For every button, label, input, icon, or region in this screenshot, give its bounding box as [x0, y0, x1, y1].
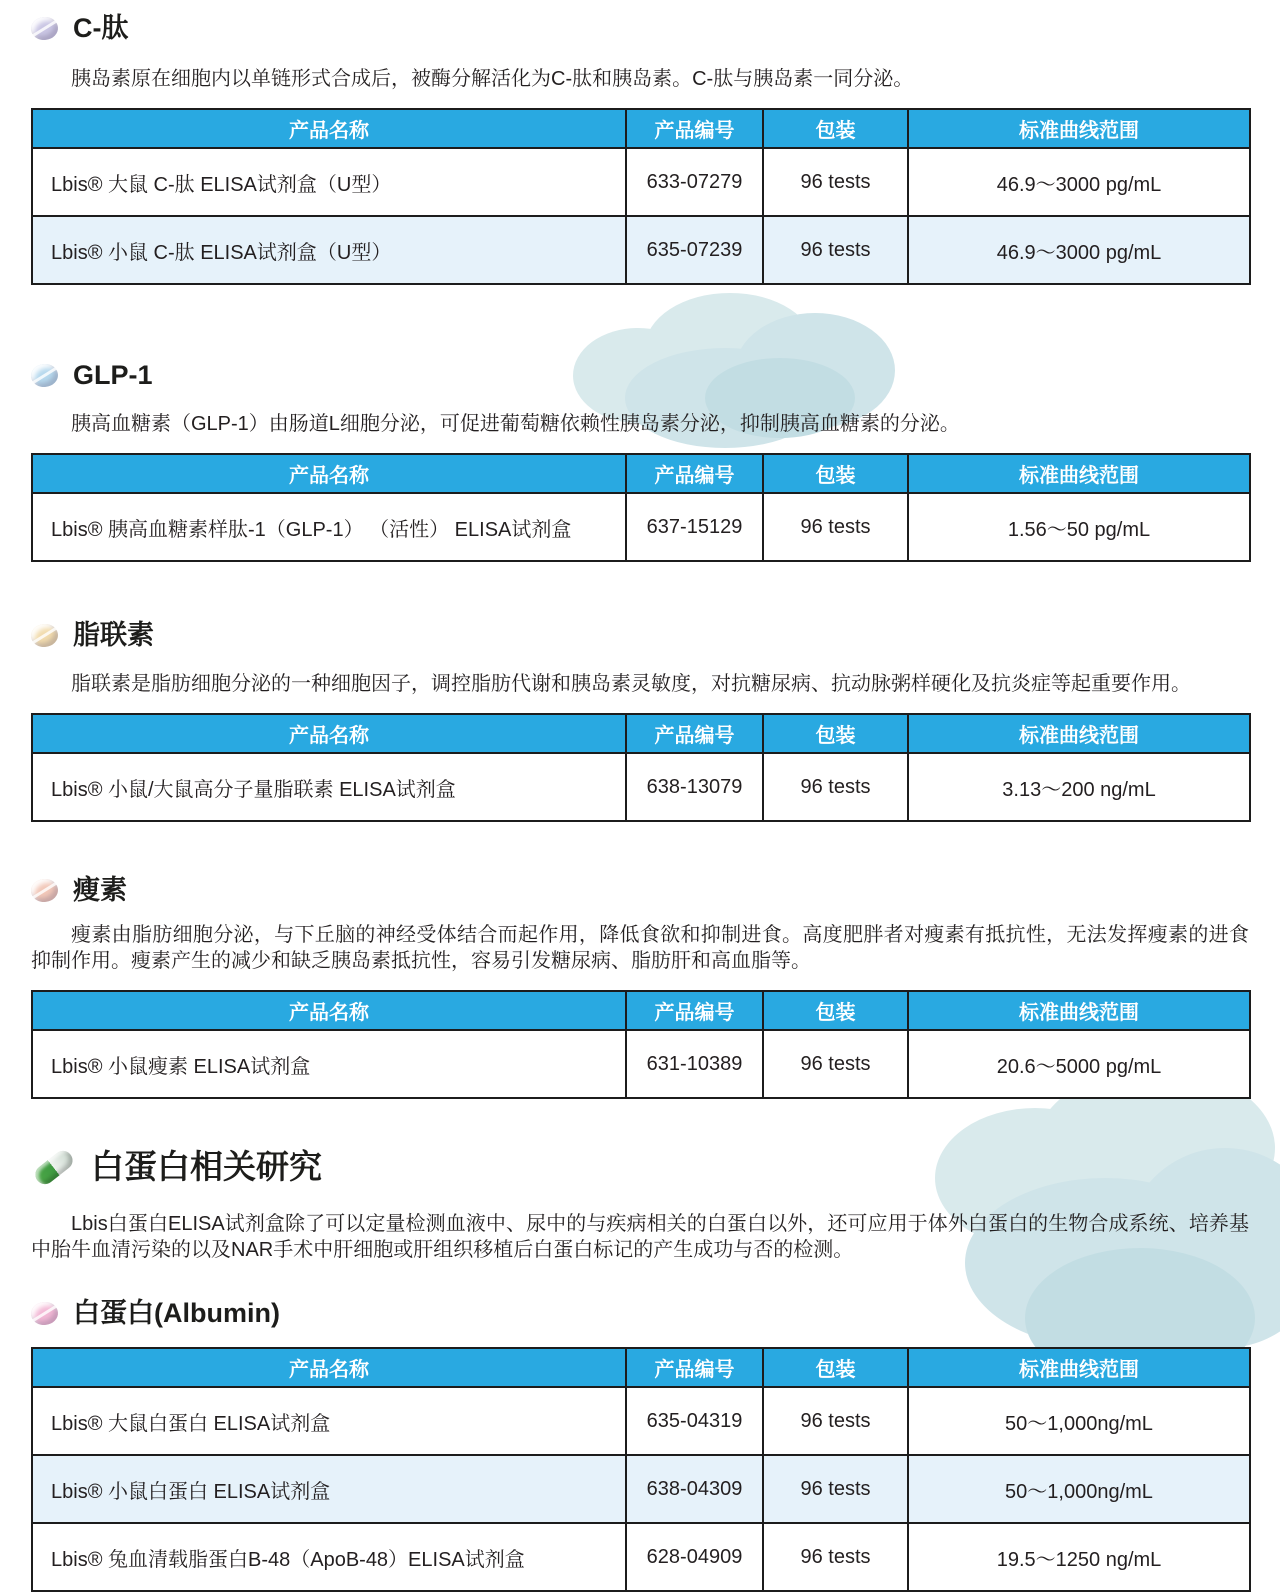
table-row: [32, 493, 1250, 561]
table-header-row: [32, 109, 1250, 148]
product-code-cell: 638-04309: [626, 1455, 763, 1523]
range-cell: 3.13～200 ng/mL: [908, 753, 1250, 821]
column-header-product-code: 产品编号: [626, 109, 763, 148]
round-tablet-icon: [30, 15, 59, 41]
section-description: 胰岛素原在细胞内以单链形式合成后，被酶分解活化为C-肽和胰岛素。C-肽与胰岛素一同分泌。: [71, 68, 914, 90]
product-name-cell: Lbis® 小鼠白蛋白 ELISA试剂盒: [32, 1455, 626, 1523]
table-row: [32, 1387, 1250, 1455]
product-code-cell: 637-15129: [626, 493, 763, 561]
table-row: [32, 148, 1250, 216]
section-albumin-research-group: [31, 1144, 1249, 1263]
product-code-cell: 631-10389: [626, 1030, 763, 1098]
range-cell: 19.5～1250 ng/mL: [908, 1523, 1250, 1591]
range-cell: 46.9～3000 pg/mL: [908, 148, 1250, 216]
section-title: C-肽: [73, 13, 129, 43]
table-header-row: [32, 1348, 1250, 1387]
section-title: GLP-1: [73, 360, 153, 390]
range-cell: 46.9～3000 pg/mL: [908, 216, 1250, 284]
section-description: 瘦素由脂肪细胞分泌，与下丘脑的神经受体结合而起作用，降低食欲和抑制进食。高度肥胖者对瘦素有抵抗性，无法发挥瘦素的进食抑制作用。瘦素产生的减少和缺乏胰岛素抵抗性，容易引发糖尿病、脂肪肝和高血脂等。: [31, 924, 1249, 972]
column-header-product-name: 产品名称: [32, 109, 626, 148]
product-name-cell: Lbis® 兔血清载脂蛋白B-48（ApoB-48）ELISA试剂盒: [32, 1523, 626, 1591]
group-title: 白蛋白相关研究: [91, 1148, 322, 1185]
package-cell: 96 tests: [763, 493, 908, 561]
package-cell: 96 tests: [763, 1455, 908, 1523]
column-header-product-code: 产品编号: [626, 1348, 763, 1387]
section-adiponectin: [31, 617, 1249, 822]
product-code-cell: 635-04319: [626, 1387, 763, 1455]
table-row: [32, 1523, 1250, 1591]
product-name-cell: Lbis® 小鼠瘦素 ELISA试剂盒: [32, 1030, 626, 1098]
capsule-icon: [32, 1147, 77, 1188]
product-code-cell: 638-13079: [626, 753, 763, 821]
column-header-standard-curve-range: 标准曲线范围: [908, 454, 1250, 493]
range-cell: 1.56～50 pg/mL: [908, 493, 1250, 561]
table-header-row: [32, 714, 1250, 753]
product-name-cell: Lbis® 大鼠 C-肽 ELISA试剂盒（U型）: [32, 148, 626, 216]
column-header-product-name: 产品名称: [32, 714, 626, 753]
range-cell: 20.6～5000 pg/mL: [908, 1030, 1250, 1098]
section-title: 瘦素: [73, 875, 127, 905]
package-cell: 96 tests: [763, 1523, 908, 1591]
column-header-standard-curve-range: 标准曲线范围: [908, 991, 1250, 1030]
product-code-cell: 635-07239: [626, 216, 763, 284]
product-name-cell: Lbis® 小鼠 C-肽 ELISA试剂盒（U型）: [32, 216, 626, 284]
product-table-glp-1: [31, 453, 1251, 562]
package-cell: 96 tests: [763, 216, 908, 284]
table-header-row: [32, 991, 1250, 1030]
round-tablet-icon: [30, 1301, 59, 1327]
group-description: Lbis白蛋白ELISA试剂盒除了可以定量检测血液中、尿中的与疾病相关的白蛋白以外，还可应用于体外白蛋白的生物合成系统、培养基中胎牛血清污染的以及NAR手术中肝细胞或肝组织移植后白蛋白标记的产生成功与否的检测。: [31, 1213, 1249, 1262]
table-header-row: [32, 454, 1250, 493]
range-cell: 50～1,000ng/mL: [908, 1455, 1250, 1523]
section-glp-1: [31, 357, 1249, 562]
column-header-package: 包装: [763, 991, 908, 1030]
table-row: [32, 216, 1250, 284]
section-albumin: [31, 1295, 1249, 1592]
section-title: 脂联素: [73, 620, 154, 650]
package-cell: 96 tests: [763, 148, 908, 216]
product-table-leptin: [31, 990, 1251, 1099]
product-code-cell: 628-04909: [626, 1523, 763, 1591]
column-header-package: 包装: [763, 1348, 908, 1387]
range-cell: 50～1,000ng/mL: [908, 1387, 1250, 1455]
table-row: [32, 753, 1250, 821]
round-tablet-icon: [30, 622, 59, 648]
product-table-c-peptide: [31, 108, 1251, 285]
package-cell: 96 tests: [763, 1387, 908, 1455]
section-header-glp-1: [31, 357, 1249, 393]
column-header-product-code: 产品编号: [626, 991, 763, 1030]
package-cell: 96 tests: [763, 1030, 908, 1098]
section-description: 胰高血糖素（GLP-1）由肠道L细胞分泌，可促进葡萄糖依赖性胰岛素分泌，抑制胰高血糖素的分泌。: [71, 413, 960, 435]
column-header-product-name: 产品名称: [32, 991, 626, 1030]
column-header-standard-curve-range: 标准曲线范围: [908, 1348, 1250, 1387]
product-table-albumin: [31, 1347, 1251, 1592]
product-table-adiponectin: [31, 713, 1251, 822]
section-header-c-peptide: [31, 0, 1249, 46]
section-description: 脂联素是脂肪细胞分泌的一种细胞因子，调控脂肪代谢和胰岛素灵敏度，对抗糖尿病、抗动脉粥样硬化及抗炎症等起重要作用。: [71, 673, 1191, 695]
round-tablet-icon: [30, 877, 59, 903]
section-header-leptin: [31, 872, 1249, 908]
package-cell: 96 tests: [763, 753, 908, 821]
product-name-cell: Lbis® 小鼠/大鼠高分子量脂联素 ELISA试剂盒: [32, 753, 626, 821]
product-name-cell: Lbis® 胰高血糖素样肽-1（GLP-1） （活性） ELISA试剂盒: [32, 493, 626, 561]
column-header-product-name: 产品名称: [32, 1348, 626, 1387]
column-header-product-code: 产品编号: [626, 714, 763, 753]
section-header-adiponectin: [31, 617, 1249, 653]
section-c-peptide: [31, 0, 1249, 285]
product-code-cell: 633-07279: [626, 148, 763, 216]
column-header-product-name: 产品名称: [32, 454, 626, 493]
column-header-standard-curve-range: 标准曲线范围: [908, 109, 1250, 148]
round-tablet-icon: [30, 362, 59, 388]
section-leptin: [31, 872, 1249, 1099]
table-row: [32, 1030, 1250, 1098]
column-header-package: 包装: [763, 454, 908, 493]
column-header-package: 包装: [763, 714, 908, 753]
section-header-albumin: [31, 1295, 1249, 1331]
group-header-albumin-research: [31, 1144, 1249, 1190]
product-name-cell: Lbis® 大鼠白蛋白 ELISA试剂盒: [32, 1387, 626, 1455]
section-title: 白蛋白(Albumin): [73, 1298, 280, 1329]
column-header-standard-curve-range: 标准曲线范围: [908, 714, 1250, 753]
column-header-package: 包装: [763, 109, 908, 148]
table-row: [32, 1455, 1250, 1523]
column-header-product-code: 产品编号: [626, 454, 763, 493]
